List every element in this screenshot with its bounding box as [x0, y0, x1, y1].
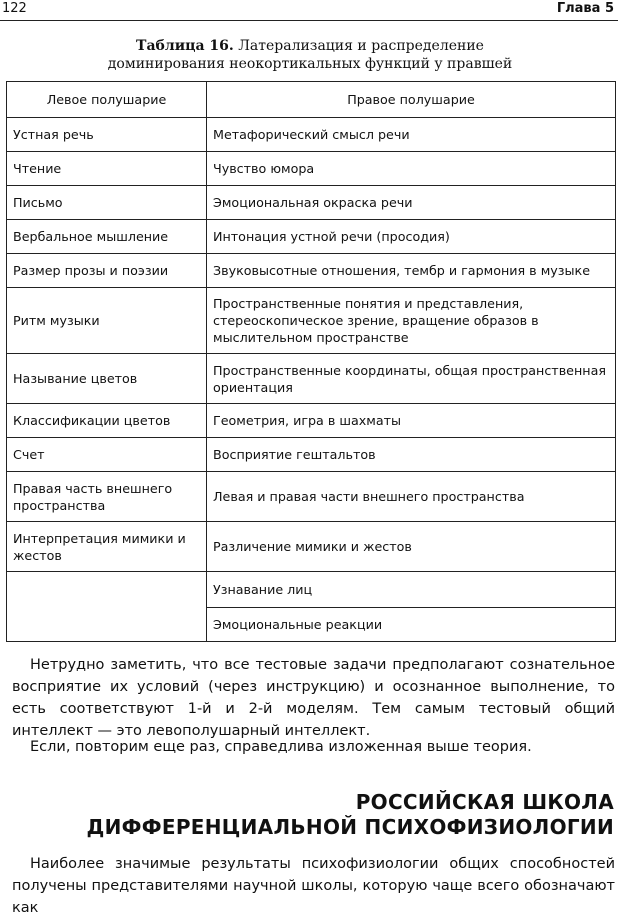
- table-row: [7, 522, 616, 572]
- cell-right: Узнавание лиц: [207, 572, 616, 608]
- cell-right: Метафорический смысл речи: [207, 118, 616, 152]
- cell-right: Чувство юмора: [207, 152, 616, 186]
- cell-right: Пространственные координаты, общая пространственная ориентация: [207, 354, 616, 404]
- table-row: [7, 254, 616, 288]
- cell-left-empty: [7, 572, 207, 642]
- cell-right: Эмоциональные реакции: [207, 608, 616, 642]
- cell-left: Письмо: [7, 186, 207, 220]
- lateralization-table: [6, 81, 616, 642]
- paragraph-tests: Нетрудно заметить, что все тестовые задачи предполагают сознательное восприятие их условий (через инструкцию) и осознанное выполнение, то есть соответствуют 1-й и 2-й моделям. Тем самым тестовый общий интеллект — это левополушарный интеллект.: [12, 657, 615, 739]
- table-row: [7, 354, 616, 404]
- cell-left: Интерпретация мимики и жестов: [7, 522, 207, 572]
- cell-right: Эмоциональная окраска речи: [207, 186, 616, 220]
- cell-right: Интонация устной речи (просодия): [207, 220, 616, 254]
- chapter-title: Глава 5: [556, 1, 614, 16]
- section-heading-line2: ДИФФЕРЕНЦИАЛЬНОЙ ПСИХОФИЗИОЛОГИИ: [86, 815, 614, 839]
- table-row: [7, 220, 616, 254]
- page-header: [0, 0, 618, 21]
- table-header-row: [7, 82, 616, 118]
- cell-left: Чтение: [7, 152, 207, 186]
- cell-left: Называние цветов: [7, 354, 207, 404]
- cell-left: Вербальное мышление: [7, 220, 207, 254]
- section-heading-line1: РОССИЙСКАЯ ШКОЛА: [355, 790, 614, 814]
- cell-left: Ритм музыки: [7, 288, 207, 354]
- header-right-hemisphere: Правое полушарие: [207, 82, 616, 118]
- table-row: [7, 288, 616, 354]
- table-caption-label: Таблица 16.: [136, 38, 234, 54]
- paragraph-school: Наиболее значимые результаты психофизиологии общих способностей получены представителями научной школы, которую чаще всего обозначают как: [12, 856, 615, 916]
- cell-left: Счет: [7, 438, 207, 472]
- cell-left: Классификации цветов: [7, 404, 207, 438]
- cell-right: Геометрия, игра в шахматы: [207, 404, 616, 438]
- cell-right: Различение мимики и жестов: [207, 522, 616, 572]
- cell-right: Восприятие гештальтов: [207, 438, 616, 472]
- table-caption-line1: Латерализация и распределение: [238, 38, 484, 54]
- cell-left: Размер прозы и поэзии: [7, 254, 207, 288]
- table-row: [7, 152, 616, 186]
- table-row: [7, 186, 616, 220]
- cell-left: Правая часть внешнего пространства: [7, 472, 207, 522]
- cell-left: Устная речь: [7, 118, 207, 152]
- table-caption-line2: доминирования неокортикальных функций у правшей: [107, 56, 513, 72]
- table-caption: [0, 37, 620, 73]
- cell-right: Левая и правая части внешнего пространства: [207, 472, 616, 522]
- table-row: [7, 572, 616, 608]
- table-row: [7, 472, 616, 522]
- table-row: [7, 438, 616, 472]
- table-row: [7, 404, 616, 438]
- paragraph-theory: Если, повторим еще раз, справедлива изложенная выше теория.: [30, 739, 532, 755]
- table-row: [7, 118, 616, 152]
- header-left-hemisphere: Левое полушарие: [7, 82, 207, 118]
- section-heading: [86, 790, 614, 840]
- page-number: 122: [2, 1, 27, 16]
- cell-right: Пространственные понятия и представления, стереоскопическое зрение, вращение образов в мыслительном пространстве: [207, 288, 616, 354]
- cell-right: Звуковысотные отношения, тембр и гармония в музыке: [207, 254, 616, 288]
